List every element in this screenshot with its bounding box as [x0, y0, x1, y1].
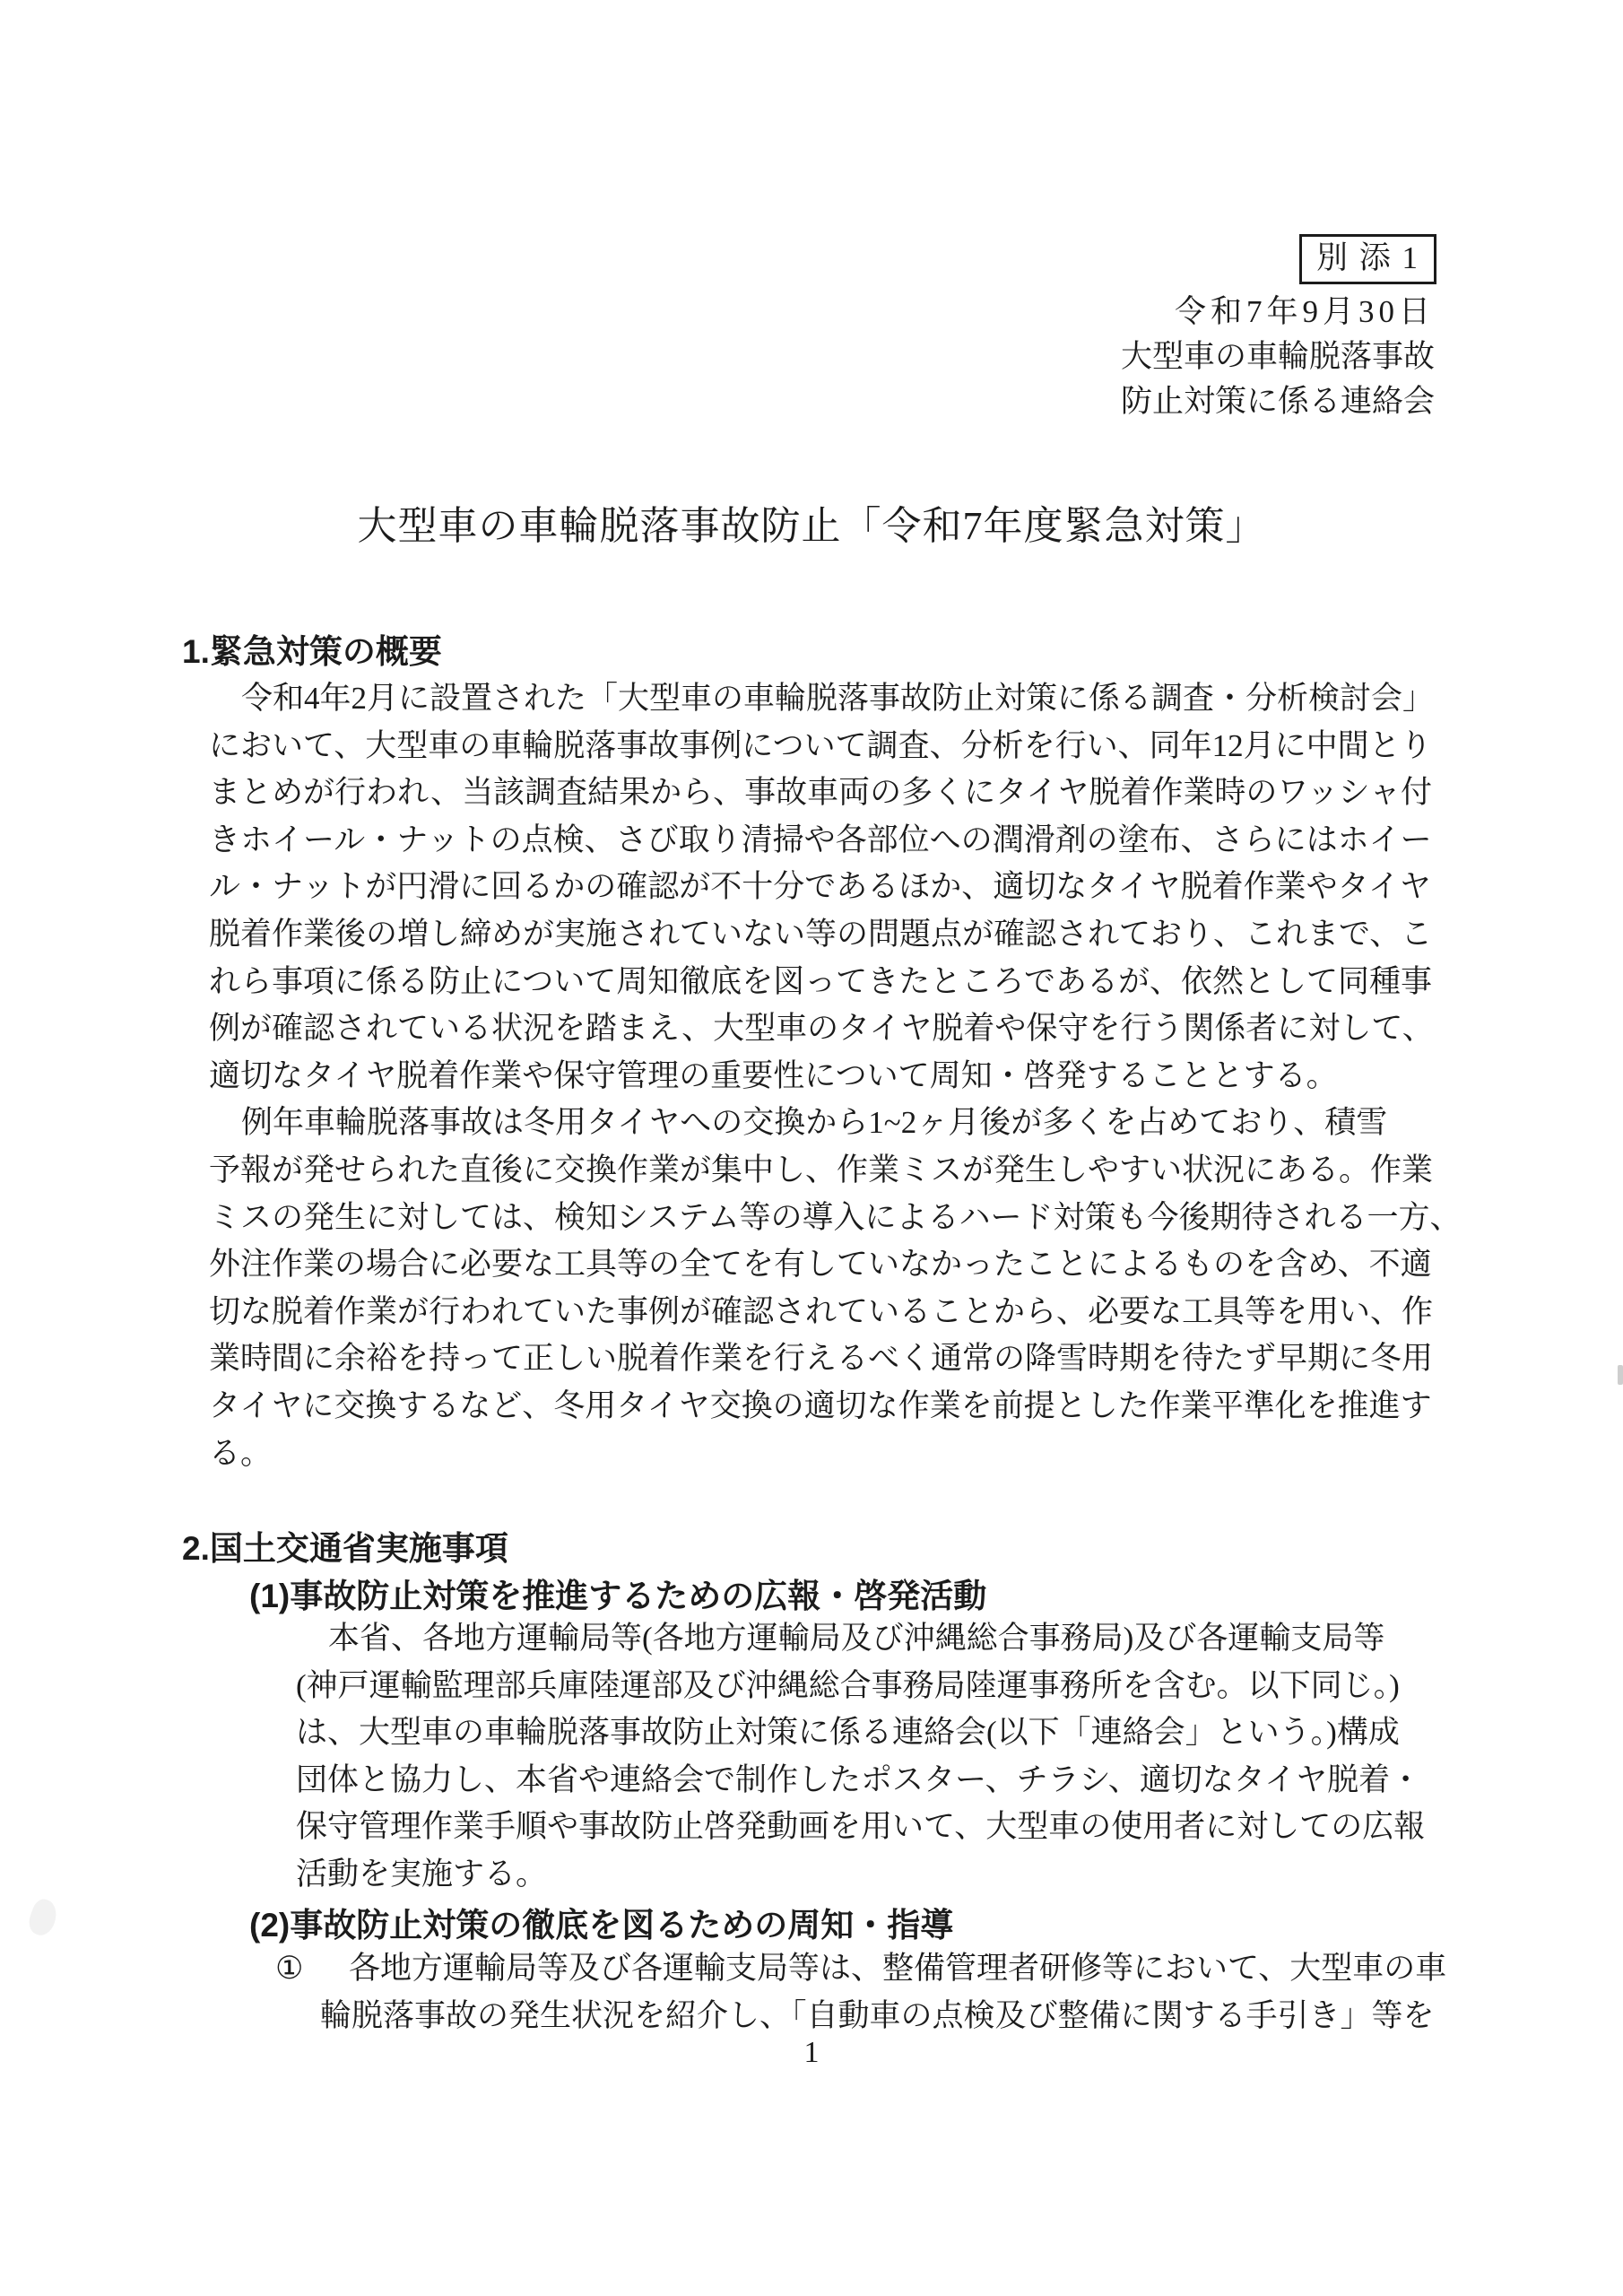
section-1-body — [209, 675, 1462, 1477]
text-line: において、大型車の車輪脱落事故事例について調査、分析を行い、同年12月に中間とり — [209, 727, 1432, 763]
circled-number-marker: ① — [275, 1951, 304, 1986]
section-1-paragraph-1 — [209, 675, 1433, 1100]
page-number: 1 — [803, 2036, 820, 2069]
text-line: 脱着作業後の増し締めが実施されていない等の問題点が確認されており、これまで、こ — [209, 916, 1433, 952]
section-2-heading: 2.国土交通省実施事項 — [182, 1530, 508, 1567]
text-line: 活動を実施する。 — [296, 1856, 548, 1892]
text-line: 本省、各地方運輸局等(各地方運輸局及び沖縄総合事務局)及び各運輸支局等 — [328, 1621, 1385, 1656]
text-line: 適切なタイヤ脱着作業や保守管理の重要性について周知・啓発することとする。 — [209, 1057, 1338, 1093]
issuing-org-line-2: 防止対策に係る連絡会 — [1120, 384, 1435, 419]
text-line: は、大型車の車輪脱落事故防止対策に係る連絡会(以下「連絡会」という。)構成 — [296, 1715, 1400, 1751]
text-line: ル・ナットが円滑に回るかの確認が不十分であるほか、適切なタイヤ脱着作業やタイヤ — [209, 869, 1431, 905]
scan-artifact-left — [25, 1896, 61, 1938]
section-2-item-1-heading: (1)事故防止対策を推進するための広報・啓発活動 — [249, 1578, 987, 1614]
text-line: 外注作業の場合に必要な工具等の全てを有していなかったことによるものを含め、不適 — [209, 1247, 1432, 1283]
text-line: る。 — [209, 1435, 273, 1471]
text-line: (神戸運輸監理部兵庫陸運部及び沖縄総合事務局陸運事務所を含む。以下同じ。) — [296, 1667, 1400, 1703]
section-2-item-1-body — [296, 1615, 1444, 1899]
document-date: 令和7年9月30日 — [1174, 294, 1435, 329]
issuing-org-line-1: 大型車の車輪脱落事故 — [1120, 339, 1435, 374]
text-line: 例が確認されている状況を踏まえ、大型車のタイヤ脱着や保守を行う関係者に対して、 — [209, 1011, 1434, 1047]
text-line: タイヤに交換するなど、冬用タイヤ交換の適切な作業を前提とした作業平準化を推進す — [209, 1387, 1432, 1423]
section-1-paragraph-2 — [209, 1100, 1462, 1477]
text-line: 予報が発せられた直後に交換作業が集中し、作業ミスが発生しやすい状況にある。作業 — [209, 1152, 1434, 1187]
text-line: れら事項に係る防止について周知徹底を図ってきたところであるが、依然として同種事 — [209, 963, 1432, 999]
subitem-text — [320, 1945, 1468, 2039]
section-2-item-2-heading: (2)事故防止対策の徹底を図るための周知・指導 — [249, 1907, 954, 1944]
text-line: 令和4年2月に設置された「大型車の車輪脱落事故防止対策に係る調査・分析検討会」 — [241, 681, 1435, 716]
text-line: 団体と協力し、本省や連絡会で制作したポスター、チラシ、適切なタイヤ脱着・ — [296, 1761, 1422, 1797]
text-line: まとめが行われ、当該調査結果から、事故車両の多くにタイヤ脱着作業時のワッシャ付 — [209, 775, 1432, 811]
text-line: 各地方運輸局等及び各運輸支局等は、整備管理者研修等において、大型車の車 — [349, 1951, 1447, 1986]
page-title: 大型車の車輪脱落事故防止「令和7年度緊急対策」 — [357, 504, 1266, 548]
attachment-label: 別 添 1 — [1299, 234, 1436, 284]
text-line: 例年車輪脱落事故は冬用タイヤへの交換から1~2ヶ月後が多くを占めており、積雪 — [241, 1105, 1388, 1141]
text-line: 輪脱落事故の発生状況を紹介し、「自動車の点検及び整備に関する手引き」等を — [320, 1997, 1435, 2033]
section-1-heading: 1.緊急対策の概要 — [182, 633, 442, 670]
text-line: 業時間に余裕を持って正しい脱着作業を行えるべく通常の降雪時期を待たず早期に冬用 — [209, 1341, 1434, 1377]
text-line: 切な脱着作業が行われていた事例が確認されていることから、必要な工具等を用い、作 — [209, 1293, 1434, 1329]
section-2-item-2-subitem-1 — [275, 1945, 1468, 2039]
text-line: ミスの発生に対しては、検知システム等の導入によるハード対策も今後期待される一方、 — [209, 1199, 1462, 1235]
header-right-block — [1121, 290, 1435, 424]
text-line: きホイール・ナットの点検、さび取り清掃や各部位への潤滑剤の塗布、さらにはホイー — [209, 822, 1432, 857]
text-line: 保守管理作業手順や事故防止啓発動画を用いて、大型車の使用者に対しての広報 — [296, 1809, 1426, 1845]
scan-artifact-right — [1618, 1365, 1623, 1385]
